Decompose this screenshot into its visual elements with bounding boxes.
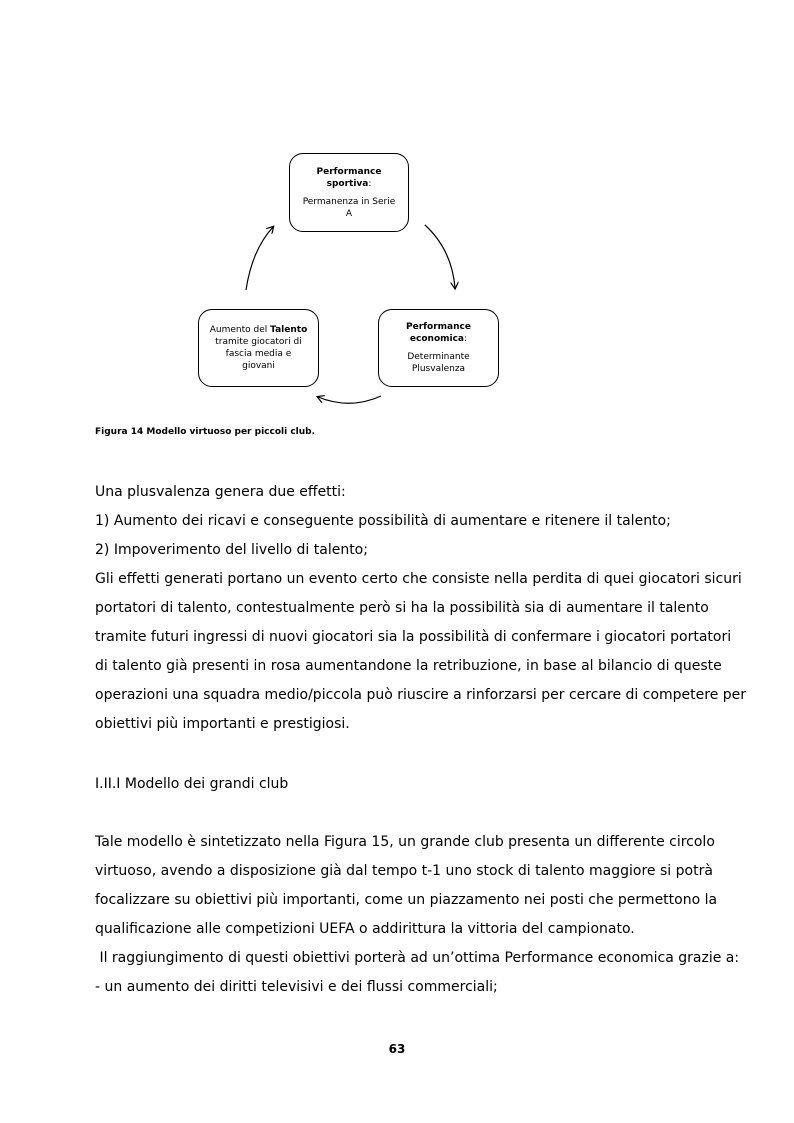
node-text-line: fascia media e <box>225 349 292 359</box>
section-heading: I.II.I Modello dei grandi club <box>95 776 289 792</box>
effect-item: 1) Aumento dei ricavi e conseguente possibilità di aumentare e ritenere il talento; <box>95 513 671 529</box>
node-text-line: Aumento del <box>209 325 271 335</box>
paragraph-line: virtuoso, avendo a disposizione già dal tempo t-1 uno stock di talento maggiore si potrà <box>95 863 713 879</box>
node-text-bold: Talento <box>270 325 308 335</box>
node-title-line: Performance <box>406 322 471 332</box>
node-text-line: tramite giocatori di <box>215 337 302 347</box>
node-subtitle-line: A <box>345 208 353 219</box>
paragraph-line: di talento già presenti in rosa aumentandone la retribuzione, in base al bilancio di queste <box>95 658 722 674</box>
paragraph-line: qualificazione alle competizioni UEFA o addirittura la vittoria del campionato. <box>95 921 635 937</box>
node-title-suffix: : <box>464 334 468 344</box>
arrow-left-to-top <box>246 227 273 290</box>
paragraph-line: obiettivi più importanti e prestigiosi. <box>95 716 350 732</box>
diagram-node-economic-performance <box>378 309 499 387</box>
paragraph-line: portatori di talento, contestualmente però si ha la possibilità sia di aumentare il talento <box>95 600 709 616</box>
node-title-suffix: : <box>368 178 372 189</box>
paragraph-line: Tale modello è sintetizzato nella Figura 15, un grande club presenta un differente circolo <box>95 834 715 850</box>
paragraph-line: tramite futuri ingressi di nuovi giocatori sia la possibilità di confermare i giocatori portatori <box>95 629 732 645</box>
paragraph-line: focalizzare su obiettivi più importanti, come un piazzamento nei posti che permettono la <box>95 892 718 908</box>
node-subtitle <box>303 196 396 220</box>
paragraph-intro: Una plusvalenza genera due effetti: <box>95 484 346 500</box>
diagram-node-sporting-performance <box>289 153 409 232</box>
node-subtitle-line: Permanenza in Serie <box>302 196 396 207</box>
node-title-line: sportiva <box>326 178 369 189</box>
node-subtitle-line: Plusvalenza <box>411 364 466 374</box>
figure-caption: Figura 14 Modello virtuoso per piccoli club. <box>95 427 316 437</box>
diagram-node-talent-increase <box>198 309 319 387</box>
node-subtitle <box>407 351 469 375</box>
paragraph-line: Gli effetti generati portano un evento certo che consiste nella perdita di quei giocatori sicuri <box>95 571 742 587</box>
bullet-item: - un aumento dei diritti televisivi e dei flussi commerciali; <box>95 979 498 995</box>
page-number: 63 <box>388 1042 406 1056</box>
node-text <box>210 324 308 372</box>
paragraph-line: operazioni una squadra medio/piccola può riuscire a rinforzarsi per cercare di competere per <box>95 687 747 703</box>
node-title <box>317 166 382 190</box>
node-title-line: economica <box>409 334 465 344</box>
node-title-line: Performance <box>316 166 382 177</box>
node-text-line: giovani <box>242 361 275 371</box>
paragraph-model <box>95 828 718 944</box>
node-title <box>406 321 471 345</box>
effects-list <box>95 478 699 565</box>
effect-item: 2) Impoverimento del livello di talento; <box>95 542 368 558</box>
arrow-top-to-right <box>425 225 455 288</box>
arrow-right-to-left <box>318 396 381 403</box>
paragraph-goals <box>95 944 740 1002</box>
node-subtitle-line: Determinante <box>407 352 470 362</box>
paragraph-effects <box>95 565 747 739</box>
paragraph-line: Il raggiungimento di questi obiettivi porterà ad un’ottima Performance economica grazie a: <box>95 950 740 966</box>
